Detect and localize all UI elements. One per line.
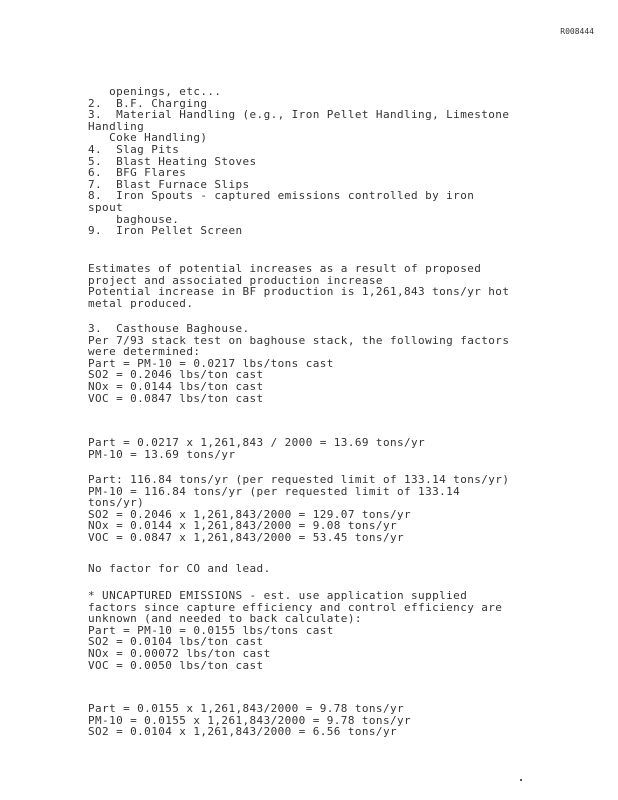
- text-line: metal produced.: [88, 296, 194, 310]
- text-line: unknown (and needed to back calculate):: [88, 612, 362, 626]
- text-line: were determined:: [88, 345, 201, 359]
- text-line: openings, etc...: [88, 85, 222, 98]
- particulate-calculation: [88, 437, 588, 460]
- text-line: Per 7/93 stack test on baghouse stack, the following factors: [88, 333, 510, 347]
- text-line: Part = PM-10 = 0.0155 lbs/tons cast: [88, 623, 334, 637]
- text-line: Part = 0.0155 x 1,261,843/2000 = 9.78 tons/yr: [88, 702, 405, 715]
- text-line: VOC = 0.0050 lbs/ton cast: [88, 658, 264, 672]
- scan-speck: [520, 779, 522, 781]
- text-line: tons/yr): [88, 496, 145, 510]
- text-line: Coke Handling): [88, 131, 208, 145]
- potential-increase-paragraph: [88, 263, 588, 309]
- text-line: factors since capture efficiency and control efficiency are: [88, 600, 503, 614]
- requested-limit-calculations: [88, 474, 588, 544]
- text-line: 6. BFG Flares: [88, 166, 187, 180]
- text-line: 3. Casthouse Baghouse.: [88, 322, 250, 335]
- text-line: SO2 = 0.0104 x 1,261,843/2000 = 6.56 tons/yr: [88, 725, 397, 739]
- text-line: Handling: [88, 119, 145, 133]
- text-line: Potential increase in BF production is 1,261,843 tons/yr hot: [88, 285, 510, 299]
- text-line: NOx = 0.0144 x 1,261,843/2000 = 9.08 tons/yr: [88, 519, 397, 533]
- text-line: Part = PM-10 = 0.0217 lbs/tons cast: [88, 356, 334, 370]
- text-line: Part = 0.0217 x 1,261,843 / 2000 = 13.69 tons/yr: [88, 436, 426, 449]
- casthouse-baghouse-factors: [88, 323, 588, 404]
- text-line: VOC = 0.0847 x 1,261,843/2000 = 53.45 tons/yr: [88, 530, 405, 544]
- text-line: Estimates of potential increases as a result of proposed: [88, 262, 482, 275]
- text-line: baghouse.: [88, 212, 180, 226]
- text-line: SO2 = 0.0104 lbs/ton cast: [88, 635, 264, 649]
- text-line: PM-10 = 13.69 tons/yr: [88, 447, 236, 461]
- uncaptured-emissions-factors: [88, 590, 588, 671]
- co-lead-note: [88, 563, 588, 575]
- text-line: No factor for CO and lead.: [88, 562, 271, 575]
- page-id: R008444: [560, 27, 594, 36]
- text-line: 5. Blast Heating Stoves: [88, 154, 257, 168]
- text-line: 8. Iron Spouts - captured emissions controlled by iron: [88, 189, 475, 203]
- text-line: SO2 = 0.2046 x 1,261,843/2000 = 129.07 tons/yr: [88, 507, 412, 521]
- text-line: VOC = 0.0847 lbs/ton cast: [88, 391, 264, 405]
- text-line: 4. Slag Pits: [88, 142, 180, 156]
- text-line: 7. Blast Furnace Slips: [88, 177, 250, 191]
- emission-sources-list: [88, 86, 588, 237]
- text-line: project and associated production increase: [88, 273, 383, 287]
- text-line: * UNCAPTURED EMISSIONS - est. use application supplied: [88, 589, 468, 602]
- uncaptured-emissions-calculations: [88, 703, 588, 738]
- text-line: SO2 = 0.2046 lbs/ton cast: [88, 368, 264, 382]
- text-line: 9. Iron Pellet Screen: [88, 224, 243, 238]
- text-line: PM-10 = 0.0155 x 1,261,843/2000 = 9.78 tons/yr: [88, 713, 412, 727]
- text-line: spout: [88, 200, 124, 214]
- text-line: PM-10 = 116.84 tons/yr (per requested limit of 133.14: [88, 484, 461, 498]
- text-line: NOx = 0.0144 lbs/ton cast: [88, 379, 264, 393]
- text-line: 3. Material Handling (e.g., Iron Pellet Handling, Limestone: [88, 108, 510, 122]
- text-line: NOx = 0.00072 lbs/ton cast: [88, 646, 271, 660]
- text-line: 2. B.F. Charging: [88, 96, 208, 110]
- text-line: Part: 116.84 tons/yr (per requested limit of 133.14 tons/yr): [88, 473, 510, 486]
